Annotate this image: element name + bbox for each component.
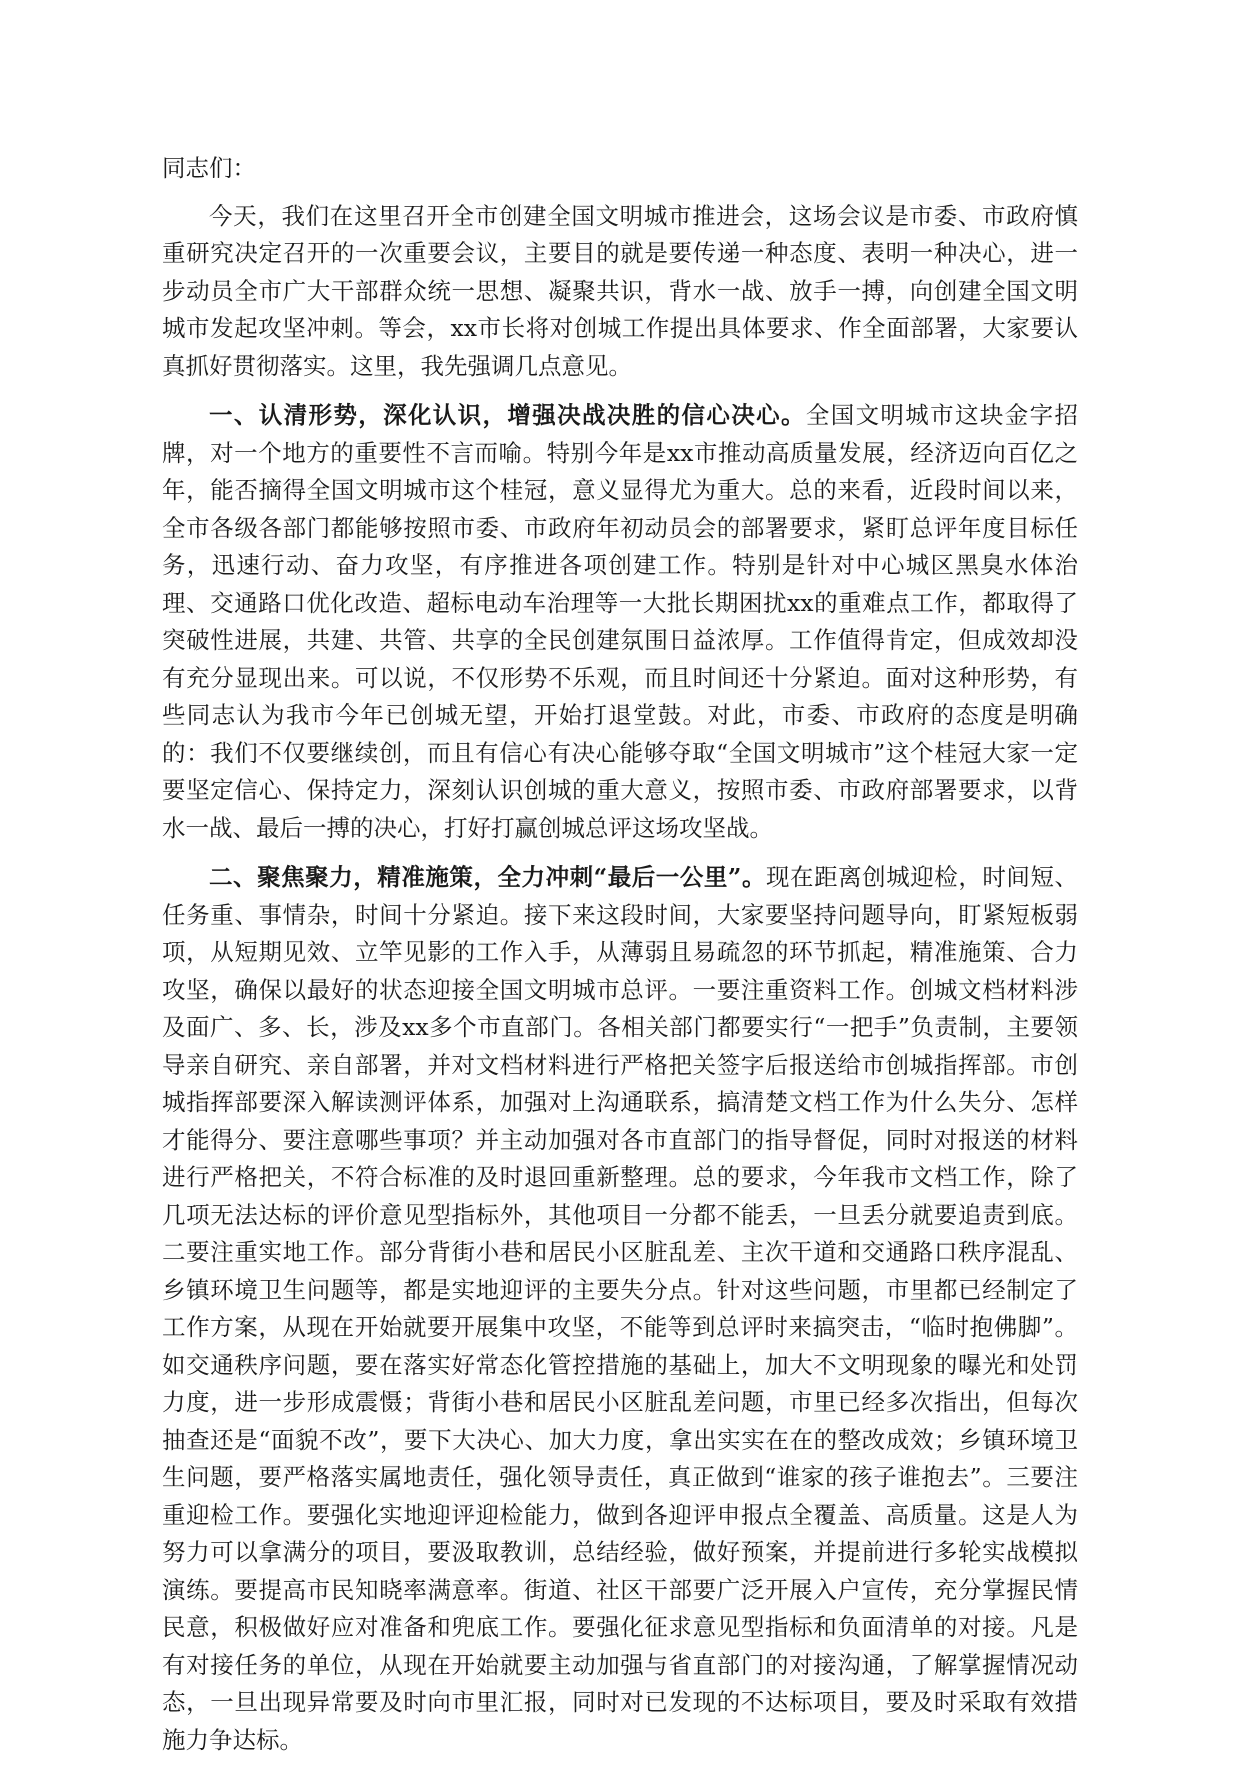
section-2-paragraph — [162, 859, 1078, 1759]
intro-paragraph: 今天，我们在这里召开全市创建全国文明城市推进会，这场会议是市委、市政府慎重研究决定召开的一次重要会议，主要目的就是要传递一种态度、表明一种决心，进一步动员全市广大干部群众统一思想、凝聚共识，背水一战、放手一搏，向创建全国文明城市发起攻坚冲刺。等会，xx市长将对创城工作提出具体要求、作全面部署，大家要认真抓好贯彻落实。这里，我先强调几点意见。 — [162, 201, 1078, 380]
section-2-body: 现在距离创城迎检，时间短、任务重、事情杂，时间十分紧迫。接下来这段时间，大家要坚持问题导向，盯紧短板弱项，从短期见效、立竿见影的工作入手，从薄弱且易疏忽的环节抓起，精准施策、合力攻坚，确保以最好的状态迎接全国文明城市总评。一要注重资料工作。创城文档材料涉及面广、多、长，涉及xx多个市直部门。各相关部门都要实行“一把手”负责制，主要领导亲自研究、亲自部署，并对文档材料进行严格把关签字后报送给市创城指挥部。市创城指挥部要深入解读测评体系，加强对上沟通联系，搞清楚文档工作为什么失分、怎样才能得分、要注意哪些事项？并主动加强对各市直部门的指导督促，同时对报送的材料进行严格把关，不符合标准的及时退回重新整理。总的要求，今年我市文档工作，除了几项无法达标的评价意见型指标外，其他项目一分都不能丢，一旦丢分就要追责到底。二要注重实地工作。部分背街小巷和居民小区脏乱差、主次干道和交通路口秩序混乱、乡镇环境卫生问题等，都是实地迎评的主要失分点。针对这些问题，市里都已经制定了工作方案，从现在开始就要开展集中攻坚，不能等到总评时来搞突击，“临时抱佛脚”。如交通秩序问题，要在落实好常态化管控措施的基础上，加大不文明现象的曝光和处罚力度，进一步形成震慑；背街小巷和居民小区脏乱差问题，市里已经多次指出，但每次抽查还是“面貌不改”，要下大决心、加大力度，拿出实实在在的整改成效；乡镇环境卫生问题，要严格落实属地责任，强化领导责任，真正做到“谁家的孩子谁抱去”。三要注重迎检工作。要强化实地迎评迎检能力，做到各迎评申报点全覆盖、高质量。这是人为努力可以拿满分的项目，要汲取教训，总结经验，做好预案，并提前进行多轮实战模拟演练。要提高市民知晓率满意率。街道、社区干部要广泛开展入户宣传，充分掌握民情民意，积极做好应对准备和兜底工作。要强化征求意见型指标和负面清单的对接。凡是有对接任务的单位，从现在开始就要主动加强与省直部门的对接沟通，了解掌握情况动态，一旦出现异常要及时向市里汇报，同时对已发现的不达标项目，要及时采取有效措施力争达标。 — [162, 863, 1078, 1754]
section-1-heading: 一、认清形势，深化认识，增强决战决胜的信心决心。 — [209, 401, 806, 429]
section-2-heading: 二、聚焦聚力，精准施策，全力冲刺“最后一公里”。 — [209, 863, 767, 891]
salutation: 同志们： — [162, 154, 256, 182]
section-1-body: 全国文明城市这块金字招牌，对一个地方的重要性不言而喻。特别今年是xx市推动高质量发展，经济迈向百亿之年，能否摘得全国文明城市这个桂冠，意义显得尤为重大。总的来看，近段时间以来，全市各级各部门都能够按照市委、市政府年初动员会的部署要求，紧盯总评年度目标任务，迅速行动、奋力攻坚，有序推进各项创建工作。特别是针对中心城区黑臭水体治理、交通路口优化改造、超标电动车治理等一大批长期困扰xx的重难点工作，都取得了突破性进展，共建、共管、共享的全民创建氛围日益浓厚。工作值得肯定，但成效却没有充分显现出来。可以说，不仅形势不乐观，而且时间还十分紧迫。面对这种形势，有些同志认为我市今年已创城无望，开始打退堂鼓。对此，市委、市政府的态度是明确的：我们不仅要继续创，而且有信心有决心能够夺取“全国文明城市”这个桂冠大家一定要坚定信心、保持定力，深刻认识创城的重大意义，按照市委、市政府部署要求，以背水一战、最后一搏的决心，打好打赢创城总评这场攻坚战。 — [162, 401, 1079, 842]
document-page — [162, 150, 1078, 1771]
section-1-paragraph — [162, 397, 1078, 847]
